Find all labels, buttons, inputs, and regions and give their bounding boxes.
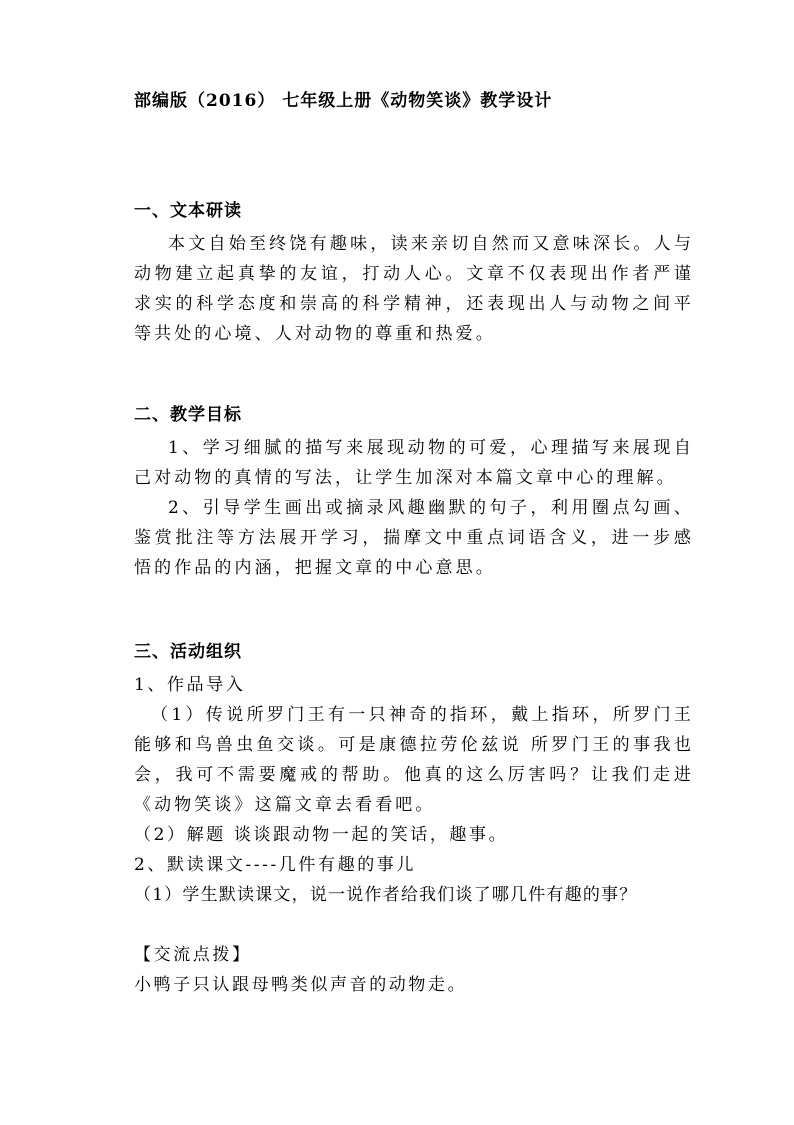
section-text-study — [134, 196, 694, 349]
section-heading: 三、活动组织 — [134, 642, 242, 662]
discussion-answer: 小鸭子只认跟母鸭类似声音的动物走。 — [134, 975, 468, 995]
section-heading: 一、文本研读 — [134, 201, 242, 221]
section-heading: 二、教学目标 — [134, 405, 242, 425]
discussion-tip-heading: 【交流点拨】 — [134, 945, 252, 965]
activity-sub-heading-2: 2、默读课文----几件有趣的事儿 — [134, 855, 416, 875]
goal-item-1: 1、学习细腻的描写来展现动物的可爱，心理描写来展现自己对动物的真情的写法，让学生加深对本篇文章中心的理解。 — [134, 438, 694, 488]
section-paragraph: 本文自始至终饶有趣味，读来亲切自然而又意味深长。人与动物建立起真挚的友谊，打动人心。文章不仅表现出作者严谨求实的科学态度和崇高的科学精神，还表现出人与动物之间平等共处的心境、人对动物的尊重和热爱。 — [134, 234, 694, 344]
activity-sub-heading-1: 1、作品导入 — [134, 675, 246, 695]
activity-item-3: （1）学生默读课文，说一说作者给我们谈了哪几件有趣的事？ — [134, 885, 638, 905]
document-title: 部编版（2016） 七年级上册《动物笑谈》教学设计 — [134, 91, 553, 111]
activity-item-1: （1）传说所罗门王有一只神奇的指环，戴上指环，所罗门王能够和鸟兽虫鱼交谈。可是康德拉劳伦兹说 所罗门王的事我也会，我可不需要魔戒的帮助。他真的这么厉害吗？让我们走进《动物笑谈》这篇文章去看看吧。 — [134, 705, 694, 815]
goal-item-2: 2、引导学生画出或摘录风趣幽默的句子，利用圈点勾画、鉴赏批注等方法展开学习，揣摩文中重点词语含义，进一步感悟的作品的内涵，把握文章的中心意思。 — [134, 498, 694, 578]
section-teaching-goals — [134, 400, 694, 583]
activity-item-2: （2）解题 谈谈跟动物一起的笑话，趣事。 — [134, 825, 509, 845]
section-activity — [134, 637, 694, 1000]
